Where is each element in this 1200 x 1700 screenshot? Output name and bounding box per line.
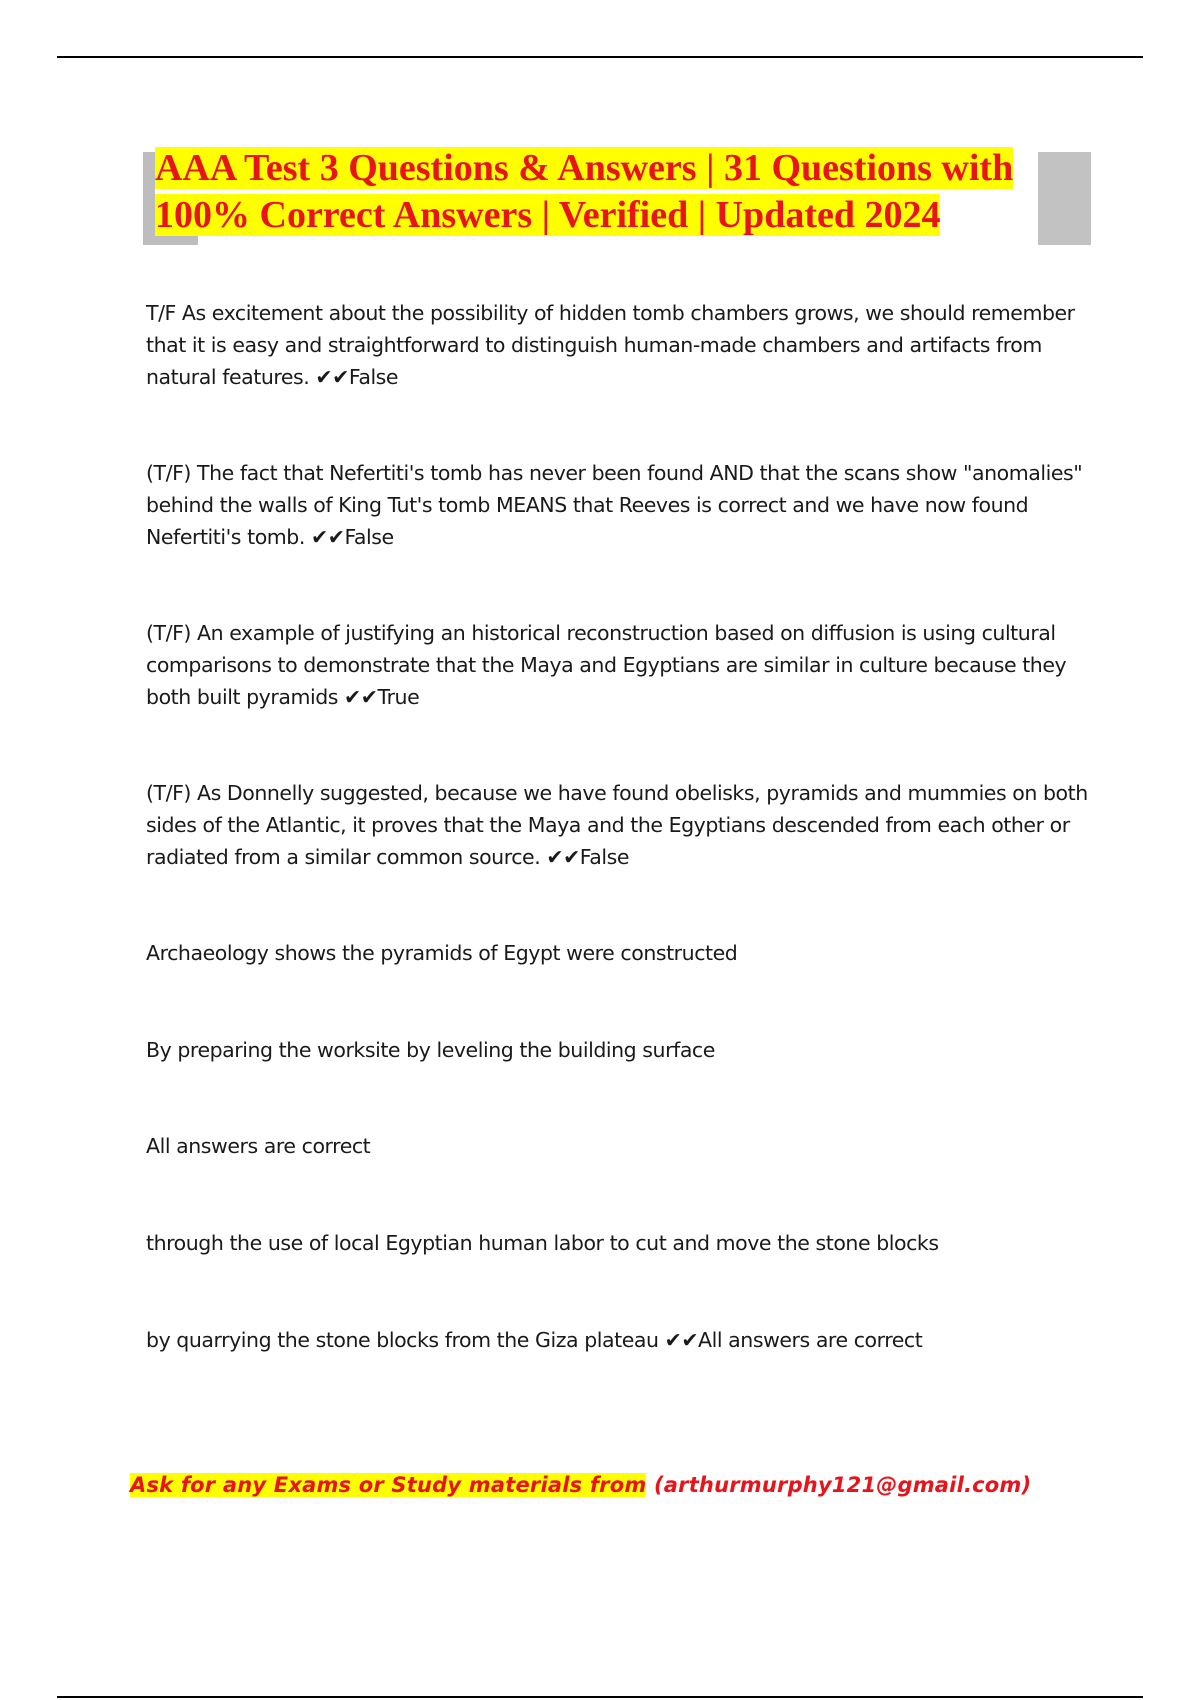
question-4: (T/F) As Donnelly suggested, because we have found obelisks, pyramids and mummies on both sides of the Atlantic, it proves that the Maya and the Egyptians descended from each other or radiated from a similar common source. ✔✔False bbox=[146, 781, 1088, 869]
document-title bbox=[155, 145, 1085, 239]
answer-option-2: All answers are correct bbox=[146, 1134, 371, 1158]
answer-option-3: through the use of local Egyptian human labor to cut and move the stone blocks bbox=[146, 1231, 939, 1255]
footer-contact bbox=[130, 1471, 1031, 1499]
document-title-text: AAA Test 3 Questions & Answers | 31 Questions with 100% Correct Answers | Verified | Updated 2024 bbox=[155, 147, 1014, 236]
title-shadow-left bbox=[143, 152, 155, 245]
question-3: (T/F) An example of justifying an historical reconstruction based on diffusion is using cultural comparisons to demonstrate that the Maya and Egyptians are similar in culture because they both built pyramids ✔✔True bbox=[146, 621, 1067, 709]
footer-email: (arthurmurphy121@gmail.com) bbox=[653, 1473, 1032, 1497]
answer-option-4: by quarrying the stone blocks from the Giza plateau ✔✔All answers are correct bbox=[146, 1328, 923, 1352]
bottom-rule bbox=[57, 1696, 1143, 1698]
title-block bbox=[143, 147, 1091, 245]
footer-highlighted-text: Ask for any Exams or Study materials from bbox=[130, 1473, 647, 1497]
top-rule bbox=[57, 56, 1143, 58]
question-1: T/F As excitement about the possibility of hidden tomb chambers grows, we should remember that it is easy and straightforward to distinguish human-made chambers and artifacts from natural features. ✔✔False bbox=[146, 301, 1075, 389]
answer-option-1: By preparing the worksite by leveling the building surface bbox=[146, 1038, 715, 1062]
question-5: Archaeology shows the pyramids of Egypt were constructed bbox=[146, 941, 738, 965]
question-2: (T/F) The fact that Nefertiti's tomb has never been found AND that the scans show "anomalies" behind the walls of King Tut's tomb MEANS that Reeves is correct and we have now found Nefertiti's tomb. ✔✔False bbox=[146, 461, 1083, 549]
